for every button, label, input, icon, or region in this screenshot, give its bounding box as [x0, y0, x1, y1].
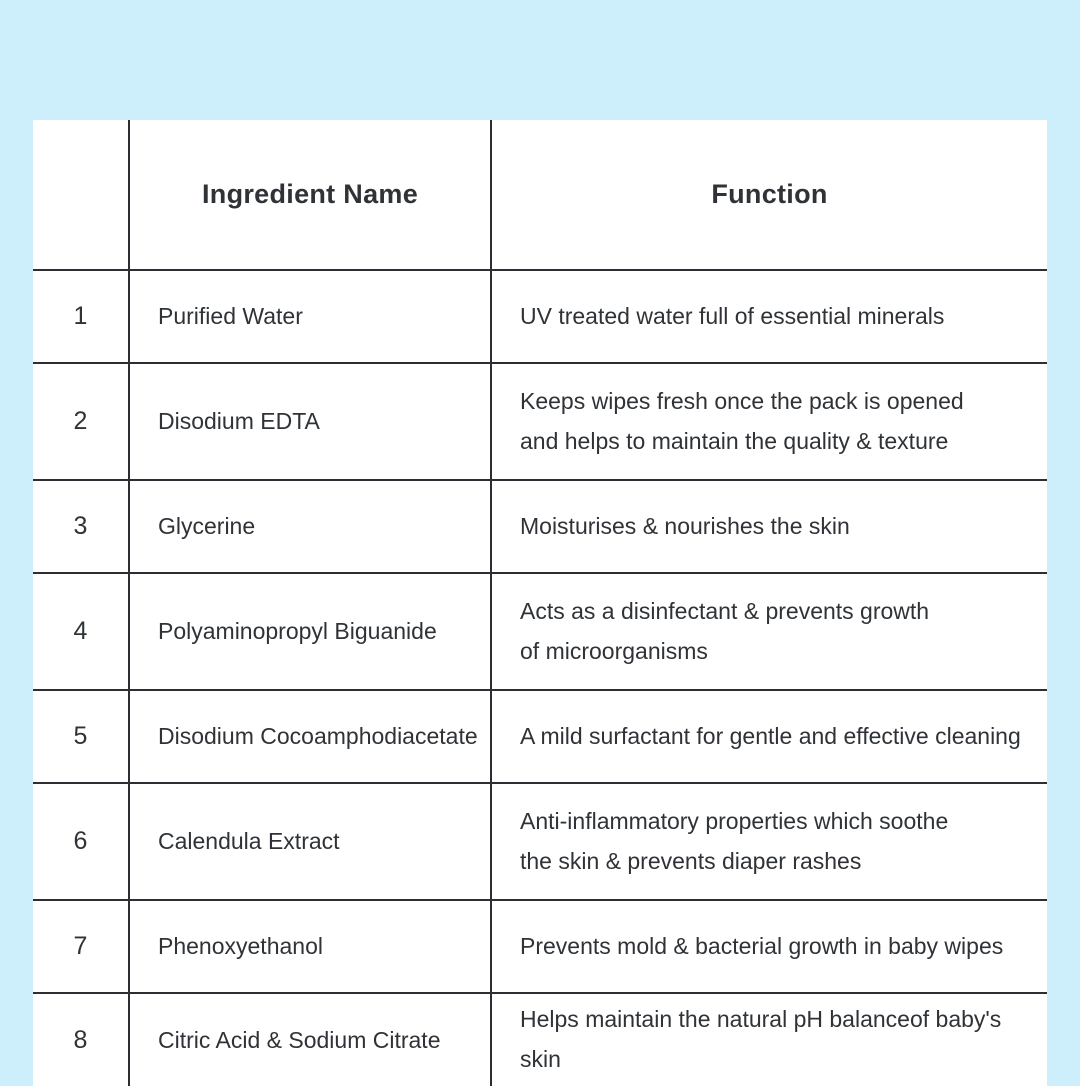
row-ingredient: Citric Acid & Sodium Citrate [129, 993, 491, 1086]
row-number: 4 [33, 573, 129, 690]
row-ingredient: Polyaminopropyl Biguanide [129, 573, 491, 690]
ingredients-card [33, 120, 1047, 1072]
row-function [491, 270, 1047, 363]
row-number: 1 [33, 270, 129, 363]
row-function-line: Helps maintain the natural pH balanceof baby's skin [520, 1006, 1002, 1072]
column-header-ingredient: Ingredient Name [129, 120, 491, 270]
row-ingredient: Calendula Extract [129, 783, 491, 900]
row-number: 3 [33, 480, 129, 573]
column-header-number [33, 120, 129, 270]
table-row [33, 573, 1047, 690]
row-function [491, 573, 1047, 690]
row-function [491, 993, 1047, 1086]
table-row [33, 690, 1047, 783]
row-function-line: Anti-inflammatory properties which soothe [520, 807, 949, 834]
row-number: 7 [33, 900, 129, 993]
table-row [33, 783, 1047, 900]
table-header-row [33, 120, 1047, 270]
row-function-line: and helps to maintain the quality & texture [520, 427, 949, 454]
row-ingredient: Disodium EDTA [129, 363, 491, 480]
row-function [491, 783, 1047, 900]
row-function [491, 900, 1047, 993]
row-number: 5 [33, 690, 129, 783]
row-function-line: UV treated water full of essential minerals [520, 302, 945, 329]
ingredients-table [33, 120, 1047, 1086]
row-ingredient: Glycerine [129, 480, 491, 573]
row-function-line: Keeps wipes fresh once the pack is opened [520, 387, 964, 414]
column-header-function: Function [491, 120, 1047, 270]
table-body [33, 270, 1047, 1086]
table-row [33, 480, 1047, 573]
row-function-line: Prevents mold & bacterial growth in baby wipes [520, 932, 1004, 959]
table-row [33, 270, 1047, 363]
table-row [33, 993, 1047, 1086]
row-function-line: A mild surfactant for gentle and effective cleaning [520, 722, 1021, 749]
row-function [491, 480, 1047, 573]
row-ingredient: Disodium Cocoamphodiacetate [129, 690, 491, 783]
row-function-line: of microorganisms [520, 637, 708, 664]
row-function-line: the skin & prevents diaper rashes [520, 847, 862, 874]
row-function [491, 690, 1047, 783]
table-row [33, 900, 1047, 993]
row-function-line: Acts as a disinfectant & prevents growth [520, 597, 930, 624]
row-number: 2 [33, 363, 129, 480]
row-function [491, 363, 1047, 480]
table-header [33, 120, 1047, 270]
row-number: 6 [33, 783, 129, 900]
row-function-line: Moisturises & nourishes the skin [520, 512, 850, 539]
row-ingredient: Phenoxyethanol [129, 900, 491, 993]
table-row [33, 363, 1047, 480]
row-ingredient: Purified Water [129, 270, 491, 363]
row-number: 8 [33, 993, 129, 1086]
